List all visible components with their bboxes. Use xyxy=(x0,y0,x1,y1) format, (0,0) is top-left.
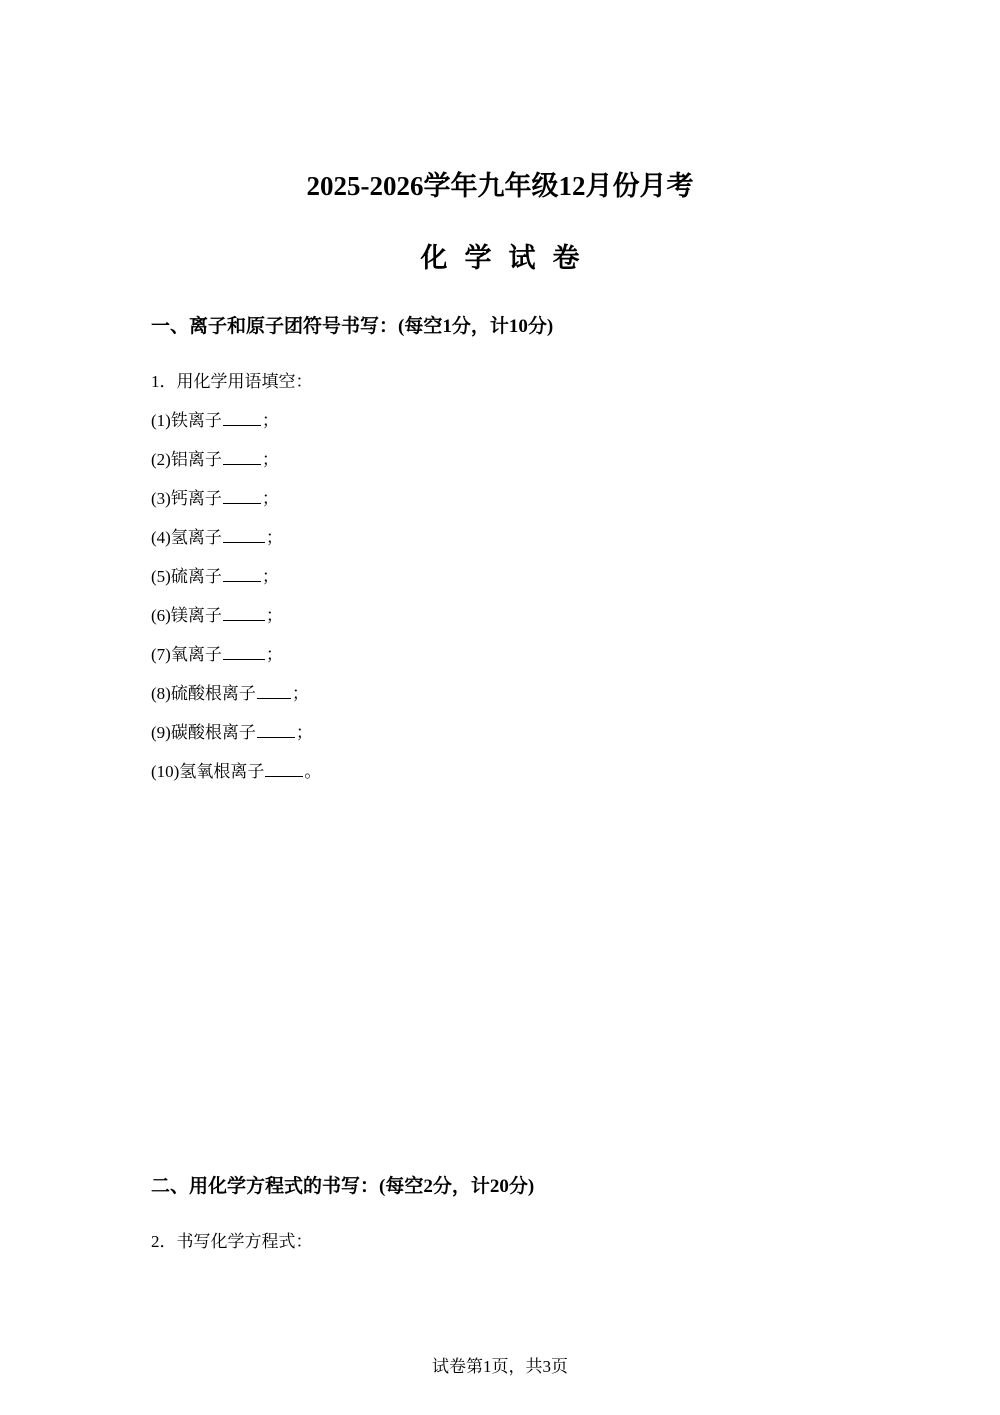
fill-item-label: (3)钙离子 xyxy=(151,489,222,508)
fill-item-10 xyxy=(151,760,321,784)
question-2-prompt: 2．书写化学方程式： xyxy=(151,1232,313,1251)
fill-item-end: ； xyxy=(291,684,309,703)
answer-blank[interactable] xyxy=(223,410,261,426)
fill-item-end: ； xyxy=(261,567,279,586)
fill-item-label: (5)硫离子 xyxy=(151,567,222,586)
answer-blank[interactable] xyxy=(223,644,265,660)
answer-blank[interactable] xyxy=(265,761,303,777)
fill-item-label: (8)硫酸根离子 xyxy=(151,684,256,703)
fill-item-label: (10)氢氧根离子 xyxy=(151,762,265,781)
section-1-heading: 一、离子和原子团符号书写：(每空1分，计10分) xyxy=(151,316,554,337)
exam-subtitle: 化学试卷 xyxy=(420,243,597,273)
fill-item-end: 。 xyxy=(304,762,322,781)
fill-item-8 xyxy=(151,682,309,706)
answer-blank[interactable] xyxy=(223,605,265,621)
fill-item-7 xyxy=(151,643,283,667)
fill-item-end: ； xyxy=(261,450,279,469)
fill-item-end: ； xyxy=(261,489,279,508)
fill-item-3 xyxy=(151,487,279,511)
fill-item-label: (2)铝离子 xyxy=(151,450,222,469)
answer-blank[interactable] xyxy=(257,683,291,699)
page-footer: 试卷第1页，共3页 xyxy=(432,1357,568,1376)
answer-blank[interactable] xyxy=(223,449,261,465)
answer-blank[interactable] xyxy=(257,722,295,738)
fill-item-label: (4)氢离子 xyxy=(151,528,222,547)
fill-item-6 xyxy=(151,604,283,628)
fill-item-end: ； xyxy=(265,606,283,625)
fill-item-end: ； xyxy=(295,723,313,742)
fill-item-1 xyxy=(151,409,279,433)
fill-item-end: ； xyxy=(265,645,283,664)
answer-blank[interactable] xyxy=(223,488,261,504)
fill-item-end: ； xyxy=(261,411,279,430)
fill-item-label: (6)镁离子 xyxy=(151,606,222,625)
fill-item-label: (1)铁离子 xyxy=(151,411,222,430)
exam-title: 2025-2026学年九年级12月份月考 xyxy=(306,171,694,201)
fill-item-label: (9)碳酸根离子 xyxy=(151,723,256,742)
answer-blank[interactable] xyxy=(223,566,261,582)
section-2-heading: 二、用化学方程式的书写：(每空2分，计20分) xyxy=(151,1176,535,1197)
fill-item-9 xyxy=(151,721,313,745)
fill-item-2 xyxy=(151,448,279,472)
fill-item-5 xyxy=(151,565,279,589)
fill-item-label: (7)氧离子 xyxy=(151,645,222,664)
fill-item-4 xyxy=(151,526,283,550)
question-1-prompt: 1．用化学用语填空： xyxy=(151,372,313,391)
fill-item-end: ； xyxy=(265,528,283,547)
answer-blank[interactable] xyxy=(223,527,265,543)
